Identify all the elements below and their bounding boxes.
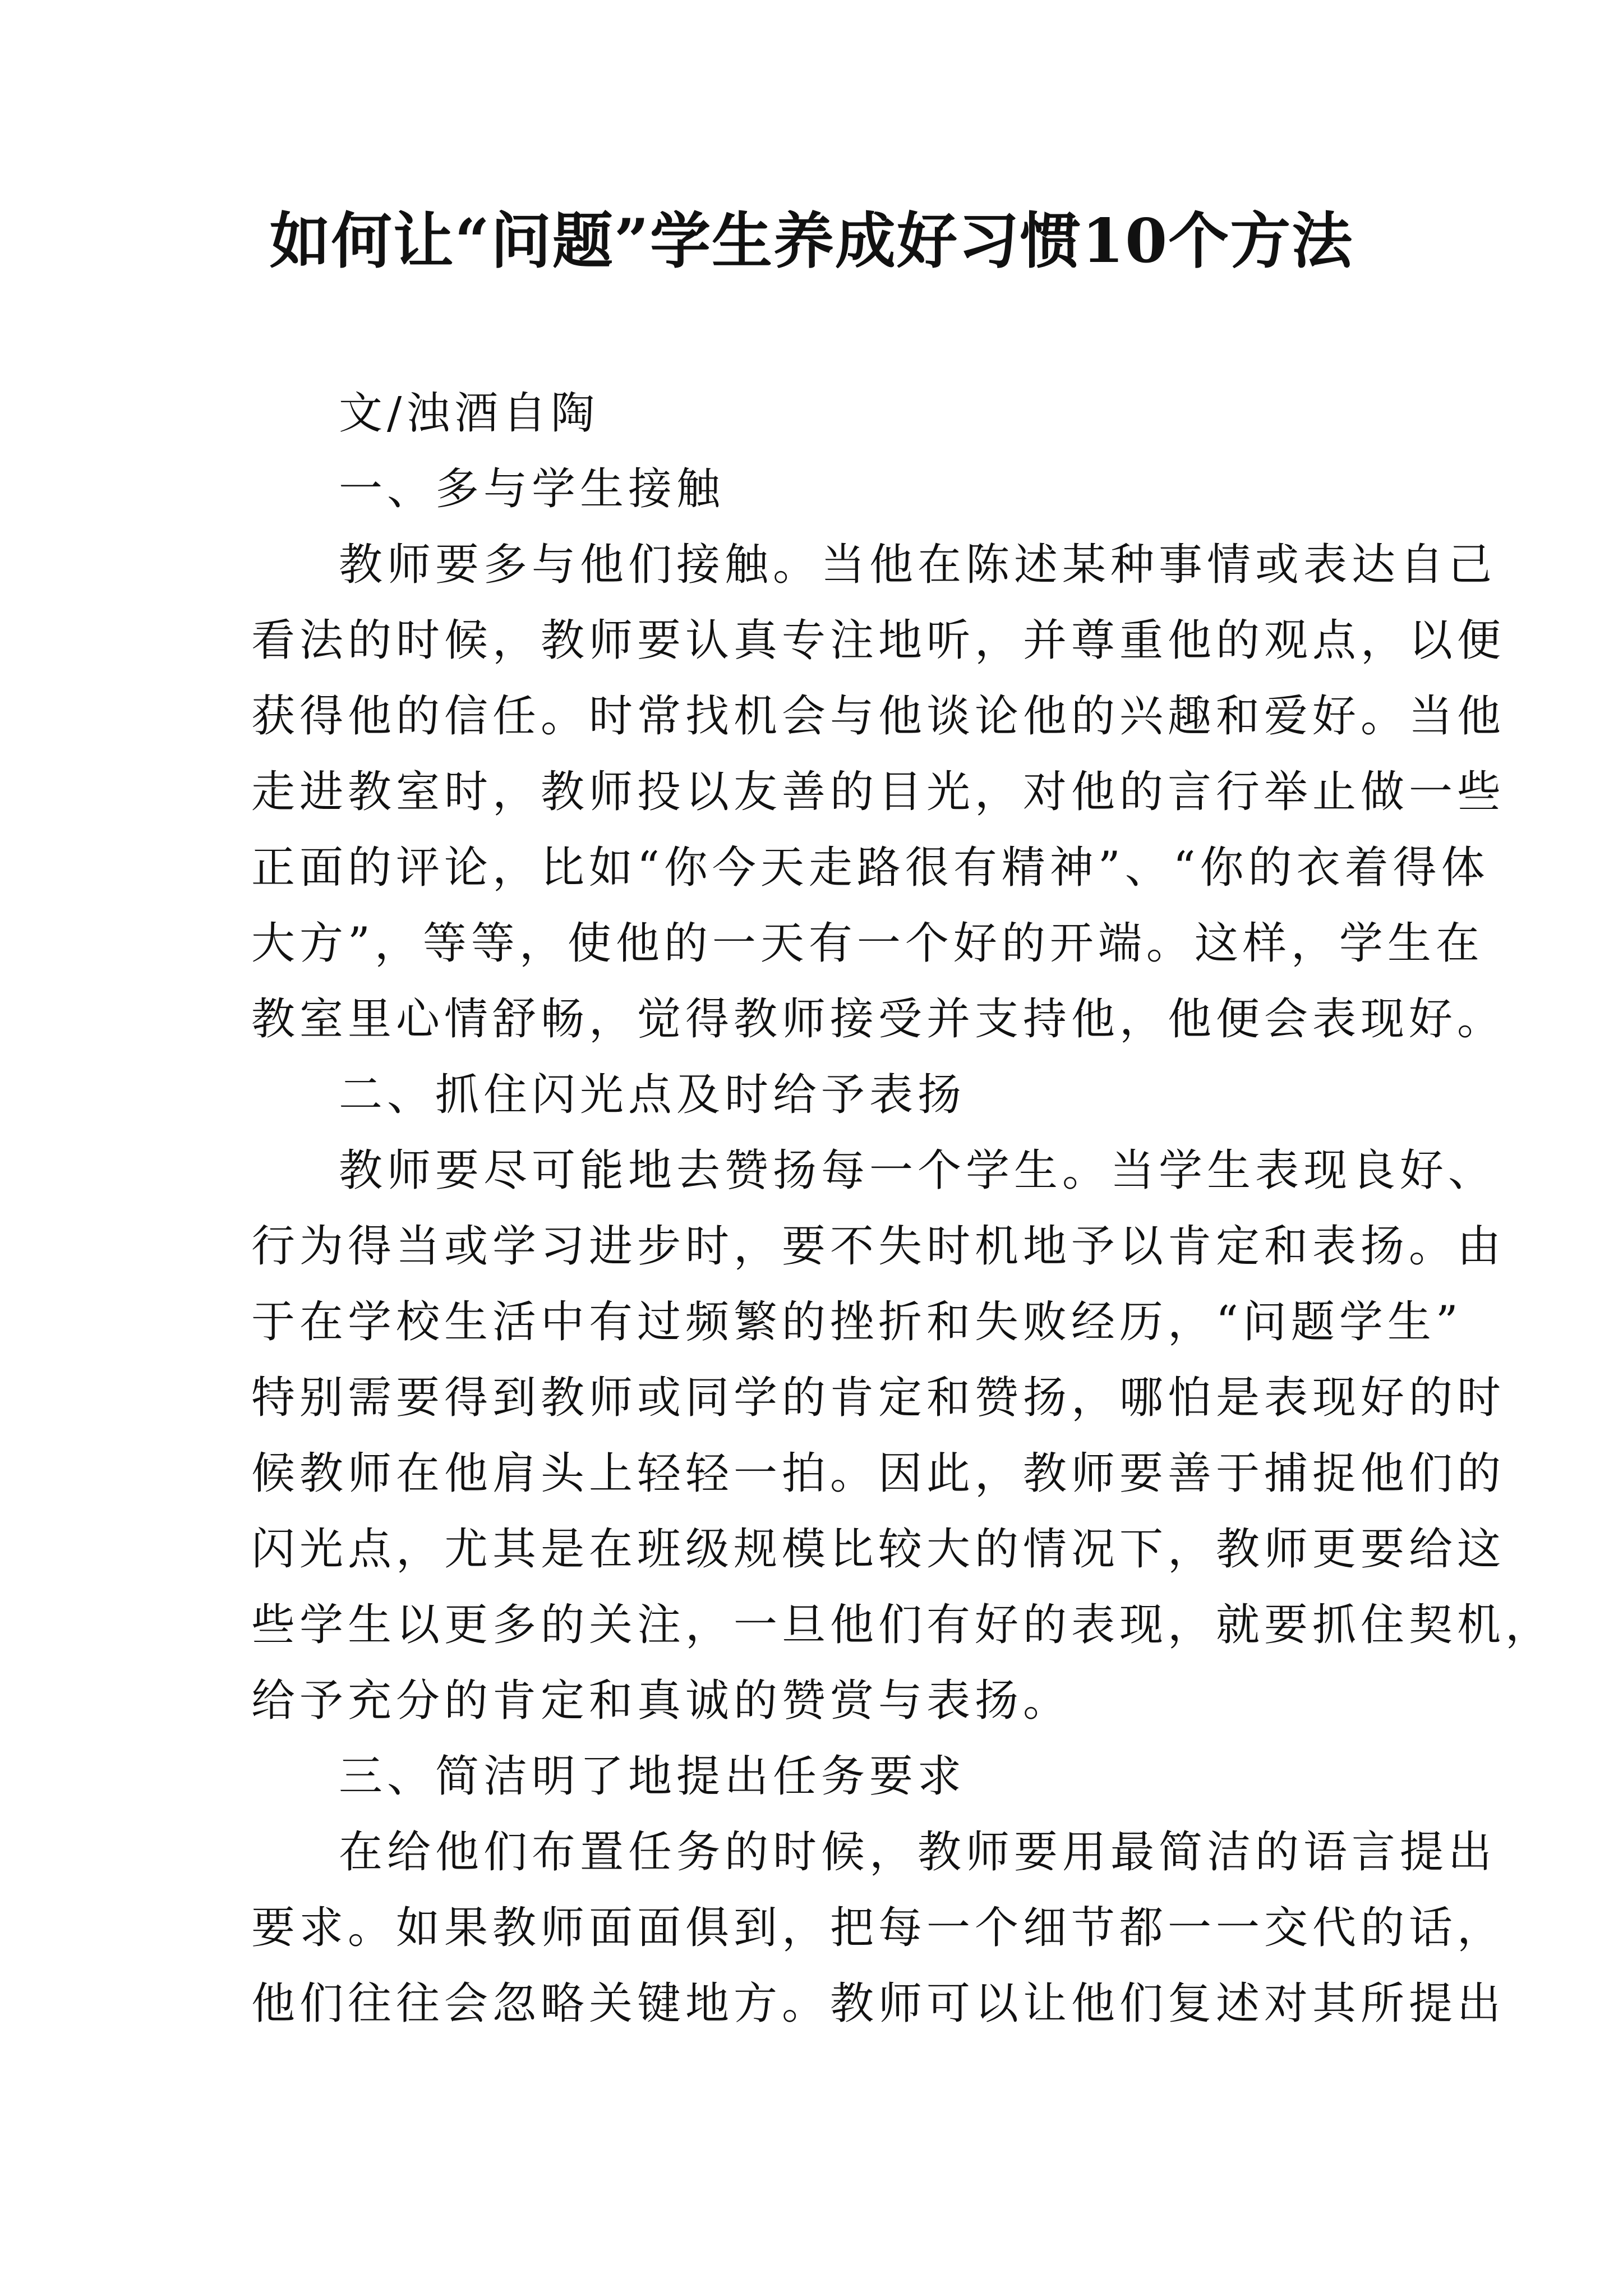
- document-body: [251, 376, 1554, 2042]
- text-line: 要求。如果教师面面俱到，把每一个细节都一一交代的话，: [251, 1903, 1506, 1953]
- text-line: 他们往往会忽略关键地方。教师可以让他们复述对其所提出: [251, 1978, 1506, 2029]
- text-line: 教师要尽可能地去赞扬每一个学生。当学生表现良好、: [339, 1145, 1497, 1196]
- text-line: 教室里心情舒畅，觉得教师接受并支持他，他便会表现好。: [251, 994, 1506, 1045]
- text-line: 文/浊酒自陶: [339, 388, 600, 439]
- text-line: 三、简洁明了地提出任务要求: [339, 1751, 966, 1802]
- text-line: 走进教室时，教师投以友善的目光，对他的言行举止做一些: [251, 767, 1506, 817]
- text-line: 在给他们布置任务的时候，教师要用最简洁的语言提出: [339, 1827, 1497, 1878]
- text-line: 闪光点，尤其是在班级规模比较大的情况下，教师更要给这: [251, 1524, 1506, 1575]
- text-line: 教师要多与他们接触。当他在陈述某种事情或表达自己: [339, 540, 1497, 590]
- text-line: 看法的时候，教师要认真专注地听，并尊重他的观点，以便: [251, 615, 1506, 666]
- text-line: 获得他的信任。时常找机会与他谈论他的兴趣和爱好。当他: [251, 691, 1506, 742]
- text-line: 给予充分的肯定和真诚的赞赏与表扬。: [251, 1676, 1072, 1726]
- text-line: 正面的评论，比如“你今天走路很有精神”、“你的衣着得体: [251, 843, 1490, 893]
- text-line: 候教师在他肩头上轻轻一拍。因此，教师要善于捕捉他们的: [251, 1448, 1506, 1499]
- text-line: 一、多与学生接触: [339, 464, 725, 514]
- text-line: 于在学校生活中有过频繁的挫折和失败经历，“问题学生”: [251, 1297, 1463, 1347]
- text-line: 特别需要得到教师或同学的肯定和赞扬，哪怕是表现好的时: [251, 1373, 1506, 1423]
- text-line: 二、抓住闪光点及时给予表扬: [339, 1070, 966, 1120]
- text-line: 行为得当或学习进步时，要不失时机地予以肯定和表扬。由: [251, 1221, 1506, 1272]
- text-line: 些学生以更多的关注，一旦他们有好的表现，就要抓住契机，: [251, 1600, 1554, 1650]
- text-line: 大方”，等等，使他的一天有一个好的开端。这样，学生在: [251, 918, 1484, 969]
- document-title: 如何让“问题”学生养成好习惯10个方法: [269, 206, 1354, 277]
